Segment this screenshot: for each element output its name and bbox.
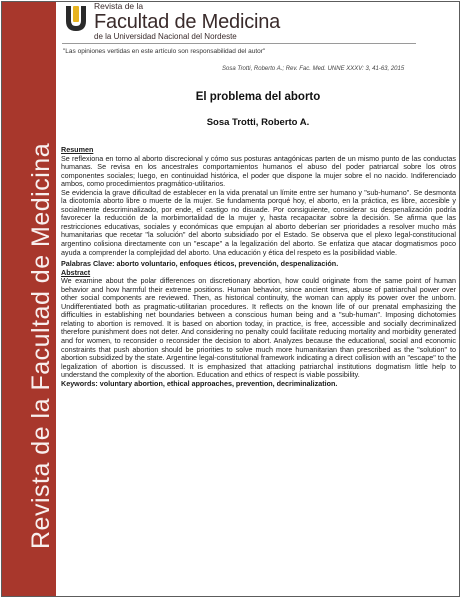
journal-title-small: Revista de la [94, 1, 144, 11]
article-author: Sosa Trotti, Roberto A. [206, 117, 310, 128]
sidebar-title: Revista de la Facultad de Medicina [27, 142, 55, 549]
header-divider [62, 43, 416, 44]
citation: Sosa Trotti, Roberto A.; Rev. Fac. Med. UNNE XXXV: 3, 41-63, 2015 [222, 66, 405, 72]
keywords: Keywords: voluntary abortion, ethical approaches, prevention, decriminalization. [61, 378, 338, 388]
resumen-paragraph-2: Se evidencia la grave dificultad de establecer en la vida prenatal un límite entre ser humano y "sub-humano". Se desmonta la dicotomía aborto libre o muerte de la mujer. Se fundamenta porqué hoy, el aborto, en la práctica, es libre, accesible y socialmente descriminalizado, por ende, el castigo no disuade. Por consiguiente, considerar su despenalización podría favorecer la reducción de la morbimortalidad de la mujer y, hasta recapacitar sobre la decisión. Se afirma que las restricciones educativas, sociales y económicas que empujan al aborto deberían ser prioridades a resolver mucho más humanitarias que recetar "la solución" del aborto subsidiado por el Estado. Se observa que el plexo legal-constitucional argentino colisiona directamente con un "escape" a la legalización del aborto. Se enfatiza que atacar dogmatismos poco ayuda a comprender la complejidad del aborto. Una educación y ética del respeto es la posibilidad viable. [61, 187, 456, 257]
palabras-clave: Palabras Clave: aborto voluntario, enfoques éticos, prevención, despenalización. [61, 259, 339, 269]
abstract-paragraph: We examine about the polar differences on discretionary abortion, how could originate from the same point of human behavior and how harmful their extreme positions. Human behavior, since ancient times, abuse of patriarchal power over other social components are reviewed. Then, as historical continuity, the woman can apply its power over the unborn. Undifferentiated both as pragmatic-utilitarian procedures. It reflects on the known life of our prenatal emphasizing the difficulties in establishing net boundaries between a conscious human being and a "sub-human". Imposing dichotomies relating to abortion is removed. It is based on abortion today, in practice, is free, accessible and socially decriminalized therefore punishment does not deter. And considering no penalty could facilitate reducing mortality and morbidity generated and for women, to reconsider o reconsider the decision to abort. Analyzes because the educational, social and economic constraints that push abortion should be priorities to solve much more humanitarian than prescribed as the "solution" to abortion subsidized by the state. Argentine legal-constitutional framework indicating a direct collision with an "escape" to the legalization of abortion is discussed. It is emphasized that attacking patriarchal institutions dogmatism little help to understand the complexity of the abortion. Education and ethics of respect is viable possibility. [61, 276, 456, 380]
disclaimer: "Las opiniones vertidas en este artículo son responsabilidad del autor" [63, 48, 266, 55]
journal-title-big: Facultad de Medicina [94, 10, 281, 33]
journal-logo-icon [63, 4, 89, 34]
resumen-paragraph-1: Se reflexiona en torno al aborto discrecional y cómo sus posturas antagónicas parten de un mismo punto de las conductas humanas. Se revisa en los ancestrales comportamientos humanos el abuso del poder patriarcal sobre los otros componentes sociales; luego, en continuidad histórica, el poder que dispone la mujer sobre el no nacido. Indiferenciado ambos, como procedimientos pragmático-utilitarios. [61, 153, 456, 189]
resumen-heading: Resumen [61, 145, 94, 154]
journal-header [94, 2, 280, 41]
abstract-heading: Abstract [61, 267, 91, 277]
article-title: El problema del aborto [195, 91, 321, 103]
journal-sidebar [2, 2, 56, 596]
journal-title-sub: de la Universidad Nacional del Nordeste [94, 31, 237, 41]
article-body [61, 146, 456, 388]
